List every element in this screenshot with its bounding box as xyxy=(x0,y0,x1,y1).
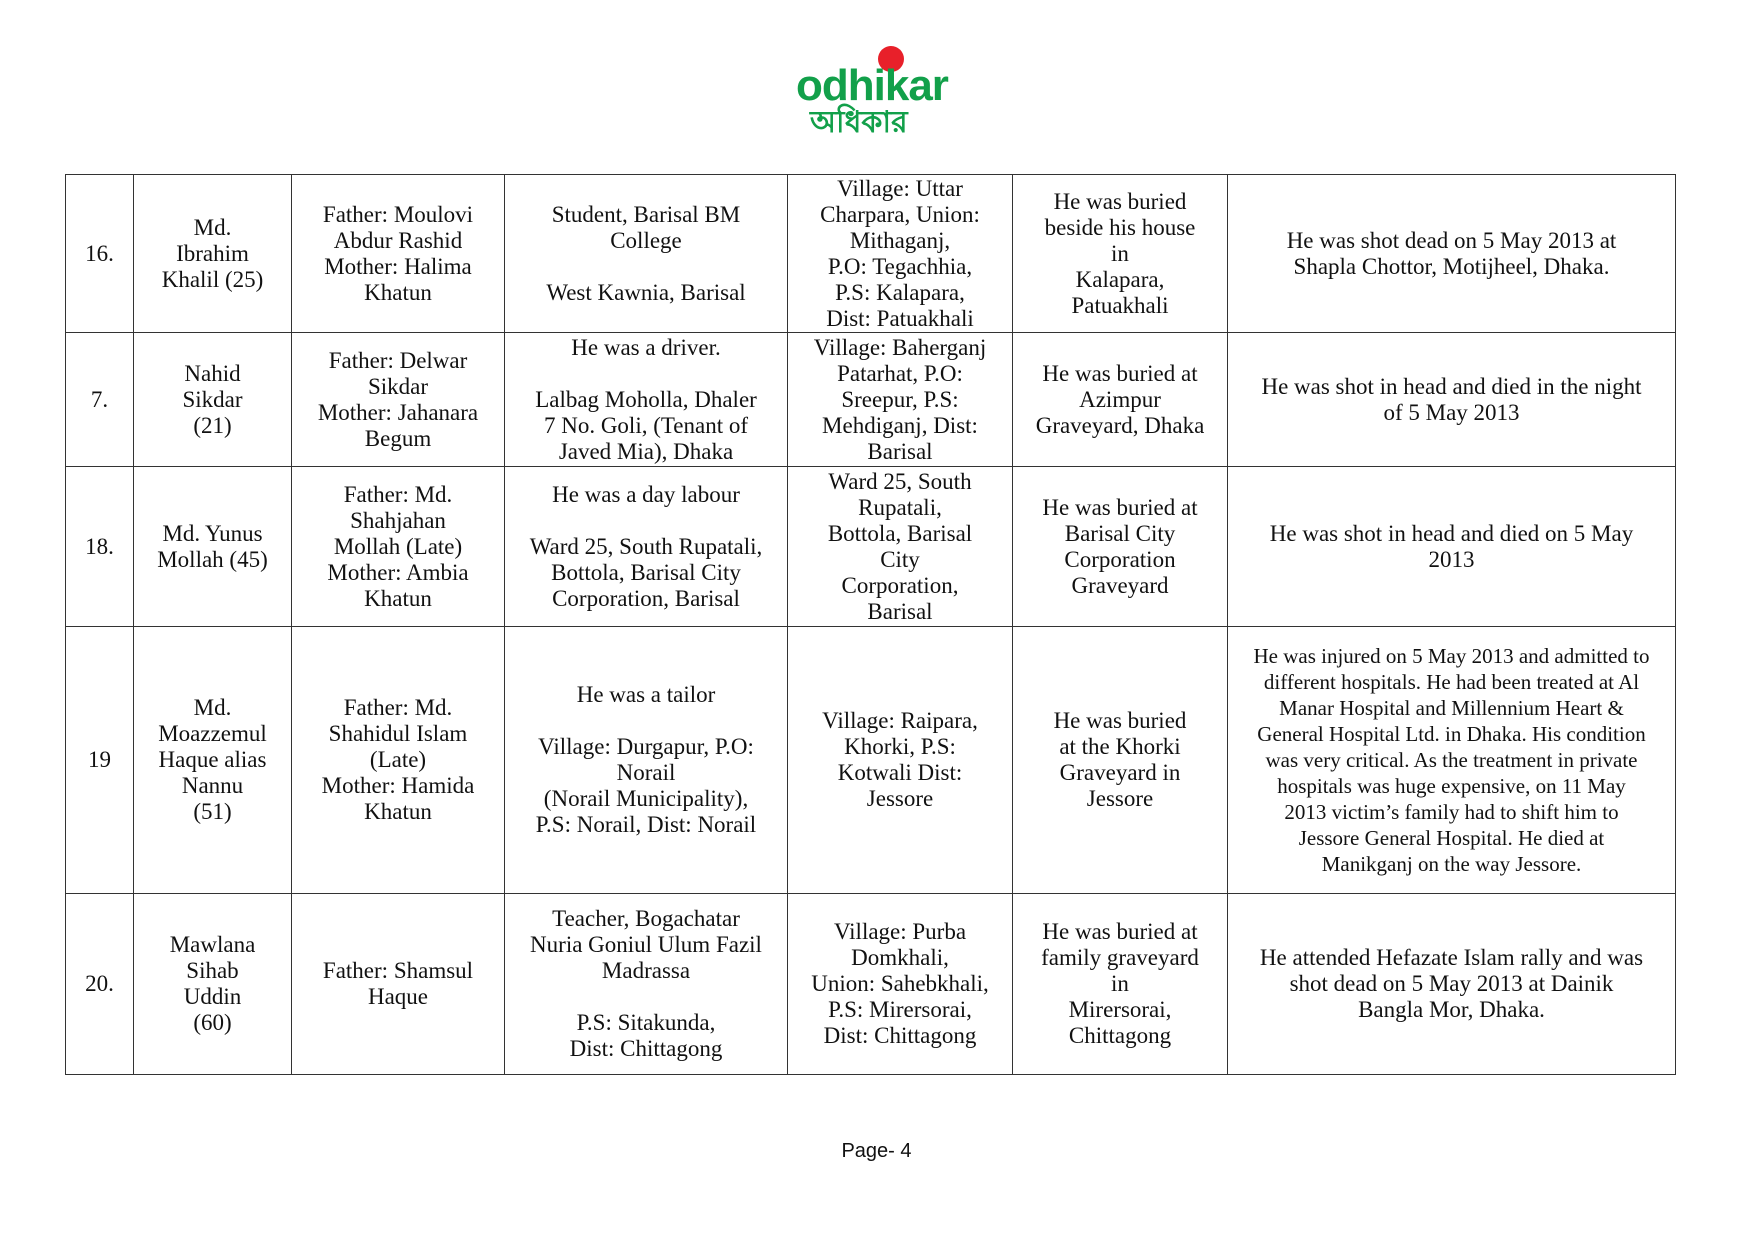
name-cell: Md. Ibrahim Khalil (25) xyxy=(134,175,292,333)
permanent-address-cell: Village: Uttar Charpara, Union: Mithaganj, P.O: Tegachhia, P.S: Kalapara, Dist: Patuakhali xyxy=(788,175,1013,333)
table-row xyxy=(66,894,1676,1075)
details-cell: He attended Hefazate Islam rally and was shot dead on 5 May 2013 at Dainik Bangla Mor, Dhaka. xyxy=(1228,894,1676,1075)
logo-bengali-text: অধিকার xyxy=(810,105,908,140)
occupation-address-cell: Student, Barisal BM College West Kawnia, Barisal xyxy=(505,175,788,333)
victims-table xyxy=(65,174,1676,1075)
serial-cell: 7. xyxy=(66,333,134,467)
occupation-address-cell: He was a driver. Lalbag Moholla, Dhaler 7 No. Goli, (Tenant of Javed Mia), Dhaka xyxy=(505,333,788,467)
serial-cell: 19 xyxy=(66,627,134,894)
burial-cell: He was buried beside his house in Kalapara, Patuakhali xyxy=(1013,175,1228,333)
permanent-address-cell: Village: Raipara, Khorki, P.S: Kotwali Dist: Jessore xyxy=(788,627,1013,894)
details-cell: He was shot in head and died on 5 May 2013 xyxy=(1228,467,1676,627)
details-cell: He was injured on 5 May 2013 and admitted to different hospitals. He had been treated at Al Manar Hospital and Millennium Heart & General Hospital Ltd. in Dhaka. His condition was very critical. As the treatment in private hospitals was huge expensive, on 11 May 2013 victim’s family had to shift him to Jessore General Hospital. He died at Manikganj on the way Jessore. xyxy=(1228,627,1676,894)
name-cell: Md. Moazzemul Haque alias Nannu (51) xyxy=(134,627,292,894)
table-row xyxy=(66,467,1676,627)
parents-cell: Father: Delwar Sikdar Mother: Jahanara Begum xyxy=(292,333,505,467)
logo-latin-text: odhikar xyxy=(796,61,948,110)
burial-cell: He was buried at Azimpur Graveyard, Dhaka xyxy=(1013,333,1228,467)
burial-cell: He was buried at family graveyard in Mirersorai, Chittagong xyxy=(1013,894,1228,1075)
name-cell: Md. Yunus Mollah (45) xyxy=(134,467,292,627)
burial-cell: He was buried at Barisal City Corporation Graveyard xyxy=(1013,467,1228,627)
permanent-address-cell: Ward 25, South Rupatali, Bottola, Barisal City Corporation, Barisal xyxy=(788,467,1013,627)
page-number: Page- 4 xyxy=(841,1140,912,1162)
burial-cell: He was buried at the Khorki Graveyard in Jessore xyxy=(1013,627,1228,894)
table-row xyxy=(66,627,1676,894)
name-cell: Nahid Sikdar (21) xyxy=(134,333,292,467)
name-cell: Mawlana Sihab Uddin (60) xyxy=(134,894,292,1075)
parents-cell: Father: Shamsul Haque xyxy=(292,894,505,1075)
occupation-address-cell: He was a tailor Village: Durgapur, P.O: Norail (Norail Municipality), P.S: Norail, Dist: Norail xyxy=(505,627,788,894)
parents-cell: Father: Moulovi Abdur Rashid Mother: Halima Khatun xyxy=(292,175,505,333)
permanent-address-cell: Village: Purba Domkhali, Union: Sahebkhali, P.S: Mirersorai, Dist: Chittagong xyxy=(788,894,1013,1075)
details-cell: He was shot dead on 5 May 2013 at Shapla Chottor, Motijheel, Dhaka. xyxy=(1228,175,1676,333)
permanent-address-cell: Village: Baherganj Patarhat, P.O: Sreepur, P.S: Mehdiganj, Dist: Barisal xyxy=(788,333,1013,467)
occupation-address-cell: He was a day labour Ward 25, South Rupatali, Bottola, Barisal City Corporation, Barisal xyxy=(505,467,788,627)
parents-cell: Father: Md. Shahjahan Mollah (Late) Mother: Ambia Khatun xyxy=(292,467,505,627)
serial-cell: 16. xyxy=(66,175,134,333)
serial-cell: 18. xyxy=(66,467,134,627)
table-row xyxy=(66,175,1676,333)
odhikar-logo xyxy=(792,44,964,156)
occupation-address-cell: Teacher, Bogachatar Nuria Goniul Ulum Fazil Madrassa P.S: Sitakunda, Dist: Chittagong xyxy=(505,894,788,1075)
table-row xyxy=(66,333,1676,467)
parents-cell: Father: Md. Shahidul Islam (Late) Mother: Hamida Khatun xyxy=(292,627,505,894)
details-cell: He was shot in head and died in the night of 5 May 2013 xyxy=(1228,333,1676,467)
serial-cell: 20. xyxy=(66,894,134,1075)
